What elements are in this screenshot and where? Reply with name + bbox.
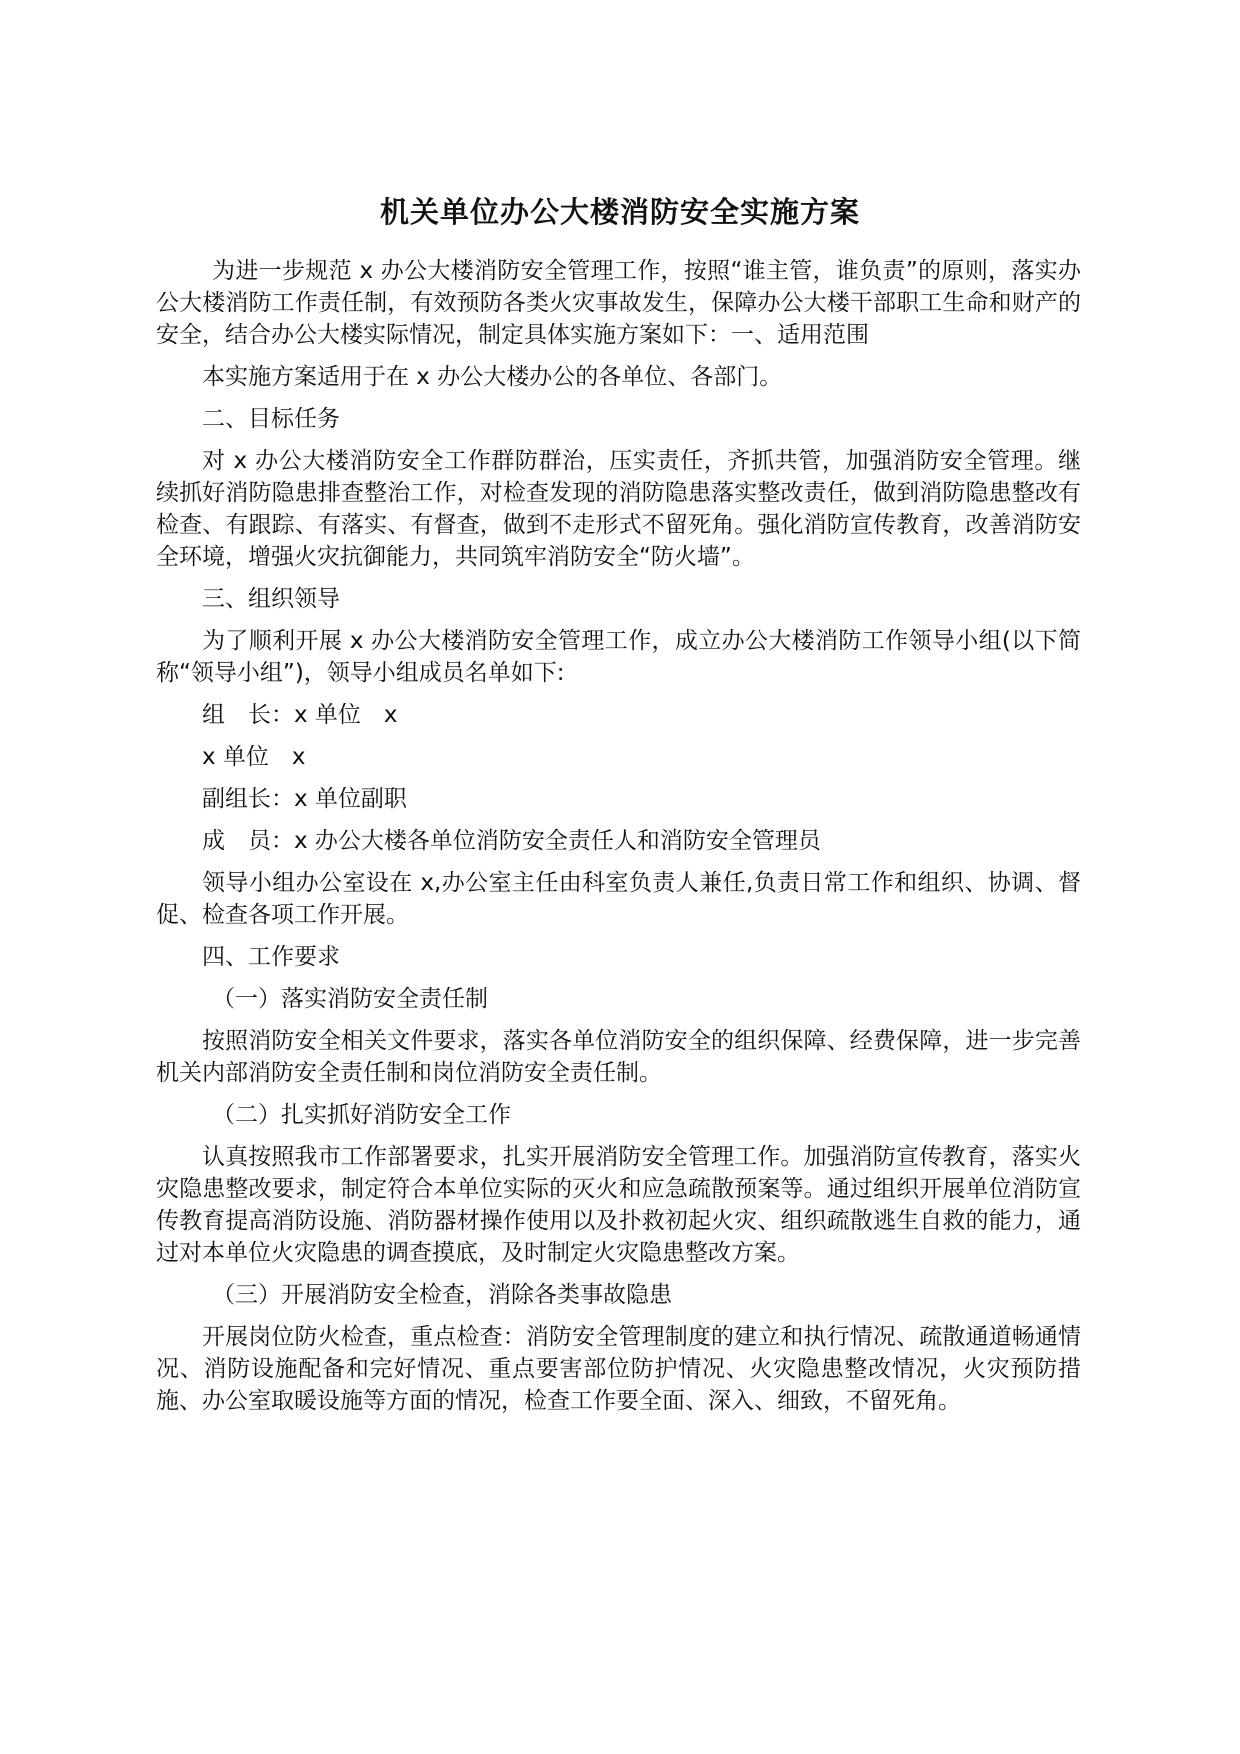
section-heading-requirements: 四、工作要求 bbox=[202, 944, 340, 970]
document-title: 机关单位办公大楼消防安全实施方案 bbox=[379, 195, 860, 229]
member-deputy-leader: 副组长：x 单位副职 bbox=[202, 786, 407, 812]
document-body bbox=[156, 255, 1081, 1427]
subheading-responsibility: （一）落实消防安全责任制 bbox=[212, 986, 488, 1012]
paragraph-office: 领导小组办公室设在 x,办公室主任由科室负责人兼任,负责日常工作和组织、协调、督促、检查各项工作开展。 bbox=[156, 870, 1081, 928]
paragraph-goals: 对 x 办公大楼消防安全工作群防群治，压实责任，齐抓共管，加强消防安全管理。继续抓好消防隐患排查整治工作，对检查发现的消防隐患落实整改责任，做到消防隐患整改有检查、有跟踪、有落实、有督查，做到不走形式不留死角。强化消防宣传教育，改善消防安全环境，增强火灾抗御能力，共同筑牢消防安全“防火墙”。 bbox=[156, 448, 1081, 570]
subheading-inspection: （三）开展消防安全检查，消除各类事故隐患 bbox=[212, 1282, 672, 1308]
paragraph-intro: 为进一步规范 x 办公大楼消防安全管理工作，按照“谁主管，谁负责”的原则，落实办公大楼消防工作责任制，有效预防各类火灾事故发生，保障办公大楼干部职工生命和财产的安全，结合办公大楼实际情况，制定具体实施方案如下：一、适用范围 bbox=[156, 258, 1081, 348]
paragraph-scope: 本实施方案适用于在 x 办公大楼办公的各单位、各部门。 bbox=[202, 364, 783, 390]
member-members: 成 员：x 办公大楼各单位消防安全责任人和消防安全管理员 bbox=[202, 828, 821, 854]
member-leader: 组 长：x 单位 x bbox=[202, 702, 398, 728]
paragraph-inspection: 开展岗位防火检查，重点检查：消防安全管理制度的建立和执行情况、疏散通道畅通情况、消防设施配备和完好情况、重点要害部位防护情况、火灾隐患整改情况，火灾预防措施、办公室取暖设施等方面的情况，检查工作要全面、深入、细致，不留死角。 bbox=[156, 1324, 1081, 1414]
section-heading-goals: 二、目标任务 bbox=[202, 406, 340, 432]
section-heading-leadership: 三、组织领导 bbox=[202, 586, 340, 612]
paragraph-responsibility: 按照消防安全相关文件要求，落实各单位消防安全的组织保障、经费保障，进一步完善机关内部消防安全责任制和岗位消防安全责任制。 bbox=[156, 1028, 1081, 1086]
paragraph-leadership: 为了顺利开展 x 办公大楼消防安全管理工作，成立办公大楼消防工作领导小组(以下简称“领导小组”)，领导小组成员名单如下: bbox=[156, 628, 1081, 686]
member-leader-2: x 单位 x bbox=[202, 744, 306, 770]
subheading-safety-work: （二）扎实抓好消防安全工作 bbox=[212, 1102, 511, 1128]
paragraph-safety-work: 认真按照我市工作部署要求，扎实开展消防安全管理工作。加强消防宣传教育，落实火灾隐患整改要求，制定符合本单位实际的灭火和应急疏散预案等。通过组织开展单位消防宣传教育提高消防设施、消防器材操作使用以及扑救初起火灾、组织疏散逃生自救的能力，通过对本单位火灾隐患的调查摸底，及时制定火灾隐患整改方案。 bbox=[156, 1144, 1081, 1266]
